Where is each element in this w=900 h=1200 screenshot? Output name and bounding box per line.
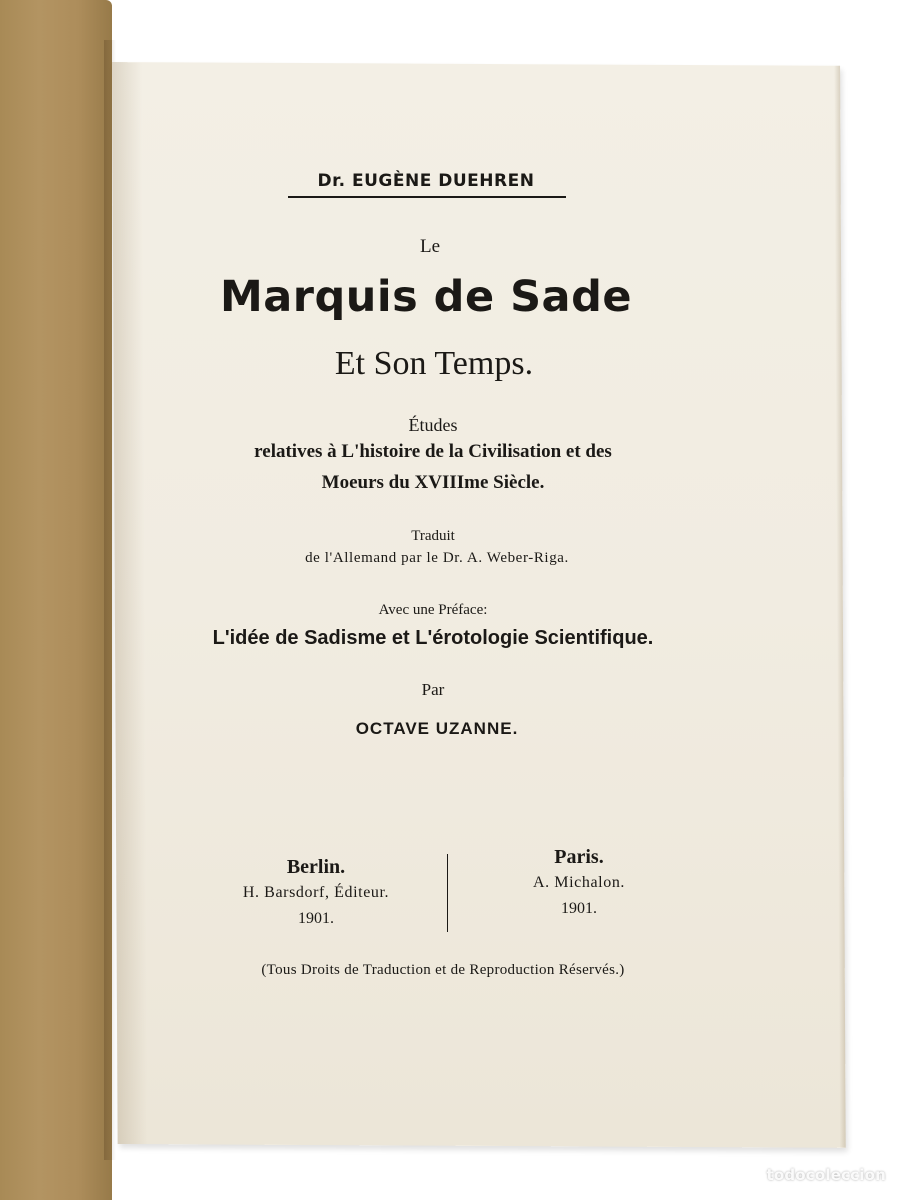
imprint-year: 1901. bbox=[561, 900, 597, 917]
preface-author: OCTAVE UZANNE. bbox=[355, 719, 519, 738]
imprint-year: 1901. bbox=[298, 910, 334, 927]
imprint-divider bbox=[447, 854, 448, 932]
watermark-logo: todocoleccion bbox=[766, 1166, 886, 1184]
studies-heading: Études bbox=[408, 415, 458, 435]
rights-notice: (Tous Droits de Traduction et de Reproduction Réservés.) bbox=[261, 962, 625, 978]
preface-by: Par bbox=[421, 680, 445, 699]
book-title: Marquis de Sade bbox=[219, 272, 633, 322]
translated-label: Traduit bbox=[411, 528, 455, 544]
studies-line-3: Moeurs du XVIIIme Siècle. bbox=[321, 472, 545, 493]
preface-title: L'idée de Sadisme et L'érotologie Scientifique. bbox=[212, 627, 654, 649]
book-subtitle: Et Son Temps. bbox=[334, 345, 534, 382]
imprint-publisher: A. Michalon. bbox=[532, 874, 626, 891]
imprint-city: Berlin. bbox=[286, 856, 346, 878]
author-name: Dr. EUGÈNE DUEHREN bbox=[317, 171, 535, 191]
translator-line: de l'Allemand par le Dr. A. Weber-Riga. bbox=[305, 550, 569, 566]
preface-intro: Avec une Préface: bbox=[378, 602, 488, 618]
imprint-berlin bbox=[206, 856, 426, 934]
imprint-paris bbox=[484, 846, 674, 924]
studies-line-2: relatives à L'histoire de la Civilisation et des bbox=[254, 441, 612, 462]
title-article: Le bbox=[419, 236, 441, 257]
imprint-city: Paris. bbox=[554, 846, 604, 868]
imprint-publisher: H. Barsdorf, Éditeur. bbox=[242, 884, 390, 901]
author-underline bbox=[288, 196, 566, 198]
